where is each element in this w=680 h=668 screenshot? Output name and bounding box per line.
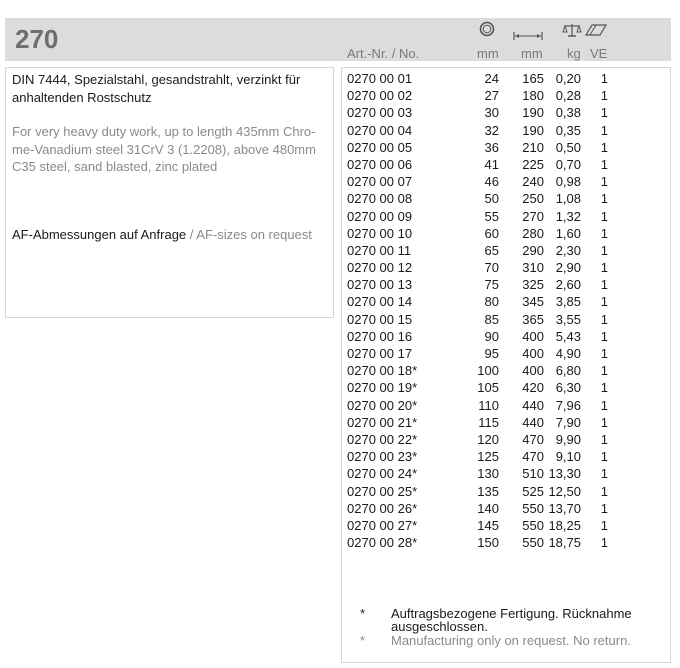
article-number-cell: 0270 00 14 [347, 294, 413, 310]
length-mm-cell: 180 [522, 88, 544, 104]
size-mm-cell: 55 [484, 208, 499, 224]
article-number-cell: 0270 00 04 [347, 122, 413, 138]
size-mm-cell: 75 [484, 277, 499, 293]
table-row [342, 225, 672, 242]
mm-column-header-2: mm [521, 46, 543, 61]
description-panel [5, 67, 334, 318]
af-note-separator: / [186, 227, 197, 242]
size-mm-cell: 150 [477, 535, 499, 551]
ve-cell: 1 [600, 431, 608, 447]
weight-kg-cell: 7,96 [555, 397, 581, 413]
eraser-icon [585, 23, 607, 37]
article-table-panel [341, 67, 671, 663]
weight-kg-cell: 0,28 [555, 88, 581, 104]
ve-cell: 1 [600, 363, 608, 379]
table-row [342, 379, 672, 396]
size-mm-cell: 50 [484, 191, 499, 207]
table-row [342, 276, 672, 293]
length-arrow-icon [513, 31, 543, 41]
description-de: DIN 7444, Spezialstahl, gesandstrahlt, verzinkt für anhaltenden Rostschutz [12, 72, 301, 105]
ve-cell: 1 [600, 242, 608, 258]
mm-column-header-1: mm [477, 46, 499, 61]
table-row [342, 414, 672, 431]
size-mm-cell: 145 [477, 517, 499, 533]
table-row [342, 70, 672, 87]
table-row [342, 534, 672, 551]
table-row [342, 122, 672, 139]
table-row [342, 465, 672, 482]
article-number-cell: 0270 00 10 [347, 225, 413, 241]
weight-kg-cell: 1,08 [555, 191, 581, 207]
article-number-cell: 0270 00 28* [347, 535, 418, 551]
size-mm-cell: 32 [484, 122, 499, 138]
length-mm-cell: 525 [522, 483, 544, 499]
article-number-cell: 0270 00 17 [347, 346, 413, 361]
size-mm-cell: 130 [477, 466, 499, 482]
length-mm-cell: 550 [522, 517, 544, 533]
footnote-star: * [360, 606, 366, 621]
size-mm-cell: 95 [484, 346, 499, 361]
weight-kg-cell: 1,32 [555, 208, 581, 224]
article-table [342, 70, 672, 551]
length-mm-cell: 470 [522, 449, 544, 465]
ve-cell: 1 [600, 380, 608, 396]
table-row [342, 362, 672, 379]
ve-cell: 1 [600, 311, 608, 327]
ve-cell: 1 [600, 139, 608, 155]
size-mm-cell: 60 [484, 225, 499, 241]
weight-kg-cell: 0,35 [555, 122, 581, 138]
length-mm-cell: 400 [522, 363, 544, 379]
table-row [342, 173, 672, 190]
length-mm-cell: 550 [522, 535, 544, 551]
length-mm-cell: 400 [522, 328, 544, 344]
kg-column-header: kg [567, 46, 581, 61]
ring-icon [479, 21, 495, 37]
weight-kg-cell: 12,50 [548, 483, 581, 499]
weight-kg-cell: 6,80 [555, 363, 581, 379]
weight-kg-cell: 9,90 [555, 431, 581, 447]
article-number-cell: 0270 00 01 [347, 71, 413, 86]
ve-cell: 1 [600, 328, 608, 344]
scale-icon [562, 23, 582, 38]
weight-kg-cell: 9,10 [555, 449, 581, 465]
ve-cell: 1 [600, 105, 608, 121]
size-mm-cell: 30 [484, 105, 499, 121]
table-row [342, 190, 672, 207]
weight-kg-cell: 18,25 [548, 517, 581, 533]
weight-kg-cell: 2,60 [555, 277, 581, 293]
product-number-title: 270 [15, 24, 59, 54]
length-mm-cell: 365 [522, 311, 544, 327]
article-number-cell: 0270 00 12 [347, 260, 413, 276]
size-mm-cell: 70 [484, 260, 499, 276]
ve-cell: 1 [600, 483, 608, 499]
weight-kg-cell: 0,98 [555, 174, 581, 190]
article-number-cell: 0270 00 11 [347, 242, 412, 258]
ve-cell: 1 [600, 535, 608, 551]
ve-cell: 1 [600, 225, 608, 241]
article-number-cell: 0270 00 19* [347, 380, 418, 396]
size-mm-cell: 27 [484, 88, 499, 104]
article-number-cell: 0270 00 03 [347, 105, 413, 121]
size-mm-cell: 65 [484, 242, 499, 258]
size-mm-cell: 135 [477, 483, 499, 499]
ve-column-header: VE [590, 46, 608, 61]
article-number-cell: 0270 00 26* [347, 500, 418, 516]
table-row [342, 431, 672, 448]
length-mm-cell: 190 [522, 122, 544, 138]
length-mm-cell: 210 [522, 139, 544, 155]
art-nr-column-header: Art.-Nr. / No. [347, 46, 420, 61]
weight-kg-cell: 13,30 [548, 466, 581, 482]
length-mm-cell: 190 [522, 105, 544, 121]
size-mm-cell: 46 [484, 174, 499, 190]
ve-cell: 1 [600, 294, 608, 310]
table-row [342, 104, 672, 121]
size-mm-cell: 125 [477, 449, 499, 465]
article-number-cell: 0270 00 09 [347, 208, 413, 224]
length-mm-cell: 550 [522, 500, 544, 516]
weight-kg-cell: 0,70 [555, 156, 581, 172]
description-en [12, 123, 332, 176]
ve-cell: 1 [600, 517, 608, 533]
table-row [342, 500, 672, 517]
table-row [342, 242, 672, 259]
article-number-cell: 0270 00 15 [347, 311, 413, 327]
length-mm-cell: 240 [522, 174, 544, 190]
product-header [5, 18, 671, 61]
weight-kg-cell: 2,90 [555, 260, 581, 276]
ve-cell: 1 [600, 414, 608, 430]
ve-cell: 1 [600, 397, 608, 413]
ve-cell: 1 [600, 260, 608, 276]
table-row [342, 328, 672, 345]
length-mm-cell: 470 [522, 431, 544, 447]
description-en-line-1: For very heavy duty work, up to length 435mm Chro- [12, 124, 316, 139]
article-number-cell: 0270 00 13 [347, 277, 413, 293]
article-number-cell: 0270 00 21* [347, 414, 418, 430]
ve-cell: 1 [600, 449, 608, 465]
ve-cell: 1 [600, 208, 608, 224]
ve-cell: 1 [600, 174, 608, 190]
ve-cell: 1 [600, 346, 608, 361]
table-row [342, 293, 672, 310]
length-mm-cell: 280 [522, 225, 544, 241]
length-mm-cell: 440 [522, 397, 544, 413]
footnote-en-text: Manufacturing only on request. No return. [391, 633, 631, 648]
length-mm-cell: 510 [522, 466, 544, 482]
length-mm-cell: 310 [522, 260, 544, 276]
size-mm-cell: 85 [484, 311, 499, 327]
ve-cell: 1 [600, 466, 608, 482]
weight-kg-cell: 7,90 [555, 414, 581, 430]
article-number-cell: 0270 00 06 [347, 156, 413, 172]
table-row [342, 483, 672, 500]
length-mm-cell: 225 [522, 156, 544, 172]
article-number-cell: 0270 00 23* [347, 449, 418, 465]
article-number-cell: 0270 00 24* [347, 466, 418, 482]
ve-cell: 1 [600, 191, 608, 207]
weight-kg-cell: 13,70 [548, 500, 581, 516]
size-mm-cell: 100 [477, 363, 499, 379]
size-mm-cell: 110 [478, 397, 499, 413]
size-mm-cell: 140 [477, 500, 499, 516]
size-mm-cell: 24 [484, 71, 499, 86]
footnote-de-text: Auftragsbezogene Fertigung. Rücknahme ausgeschlossen. [391, 606, 632, 634]
table-row [342, 139, 672, 156]
ve-cell: 1 [600, 71, 608, 86]
weight-kg-cell: 5,43 [555, 328, 581, 344]
weight-kg-cell: 2,30 [555, 242, 581, 258]
size-mm-cell: 36 [484, 139, 499, 155]
ve-cell: 1 [600, 277, 608, 293]
table-row [342, 397, 672, 414]
size-mm-cell: 105 [477, 380, 499, 396]
ve-cell: 1 [600, 122, 608, 138]
article-number-cell: 0270 00 08 [347, 191, 413, 207]
table-row [342, 345, 672, 362]
size-mm-cell: 90 [484, 328, 499, 344]
length-mm-cell: 440 [522, 414, 544, 430]
length-mm-cell: 250 [522, 191, 544, 207]
article-number-cell: 0270 00 18* [347, 363, 418, 379]
description-en-line-3: C35 steel, sand blasted, zinc plated [12, 159, 218, 174]
length-mm-cell: 325 [522, 277, 544, 293]
table-row [342, 311, 672, 328]
weight-kg-cell: 3,55 [555, 311, 581, 327]
weight-kg-cell: 18,75 [548, 535, 581, 551]
ve-cell: 1 [600, 88, 608, 104]
table-row [342, 156, 672, 173]
af-sizes-note [12, 226, 332, 244]
length-mm-cell: 290 [522, 242, 544, 258]
length-mm-cell: 345 [522, 294, 544, 310]
description-en-line-2: me-Vanadium steel 31CrV 3 (1.2208), above 480mm [12, 141, 316, 157]
article-number-cell: 0270 00 22* [347, 431, 418, 447]
size-mm-cell: 120 [477, 431, 499, 447]
ve-cell: 1 [600, 500, 608, 516]
article-number-cell: 0270 00 27* [347, 517, 418, 533]
weight-kg-cell: 6,30 [555, 380, 581, 396]
weight-kg-cell: 1,60 [555, 225, 581, 241]
table-row [342, 259, 672, 276]
af-note-en: AF-sizes on request [196, 227, 312, 242]
size-mm-cell: 41 [484, 156, 499, 172]
length-mm-cell: 165 [522, 71, 544, 86]
af-note-de: AF-Abmessungen auf Anfrage [12, 227, 187, 242]
length-mm-cell: 400 [522, 346, 544, 361]
article-number-cell: 0270 00 20* [347, 397, 418, 413]
length-mm-cell: 270 [522, 208, 544, 224]
article-number-cell: 0270 00 25* [347, 483, 418, 499]
table-row [342, 448, 672, 465]
length-mm-cell: 420 [522, 380, 544, 396]
article-number-cell: 0270 00 05 [347, 139, 413, 155]
article-number-cell: 0270 00 02 [347, 88, 413, 104]
size-mm-cell: 115 [478, 414, 499, 430]
ve-cell: 1 [600, 156, 608, 172]
table-row [342, 208, 672, 225]
size-mm-cell: 80 [484, 294, 499, 310]
article-number-cell: 0270 00 07 [347, 174, 413, 190]
weight-kg-cell: 0,50 [555, 139, 581, 155]
table-row [342, 517, 672, 534]
article-number-cell: 0270 00 16 [347, 328, 413, 344]
weight-kg-cell: 0,38 [555, 105, 581, 121]
footnote-star: * [360, 633, 366, 648]
weight-kg-cell: 3,85 [555, 294, 581, 310]
weight-kg-cell: 4,90 [555, 346, 581, 361]
weight-kg-cell: 0,20 [555, 71, 581, 86]
table-row [342, 87, 672, 104]
